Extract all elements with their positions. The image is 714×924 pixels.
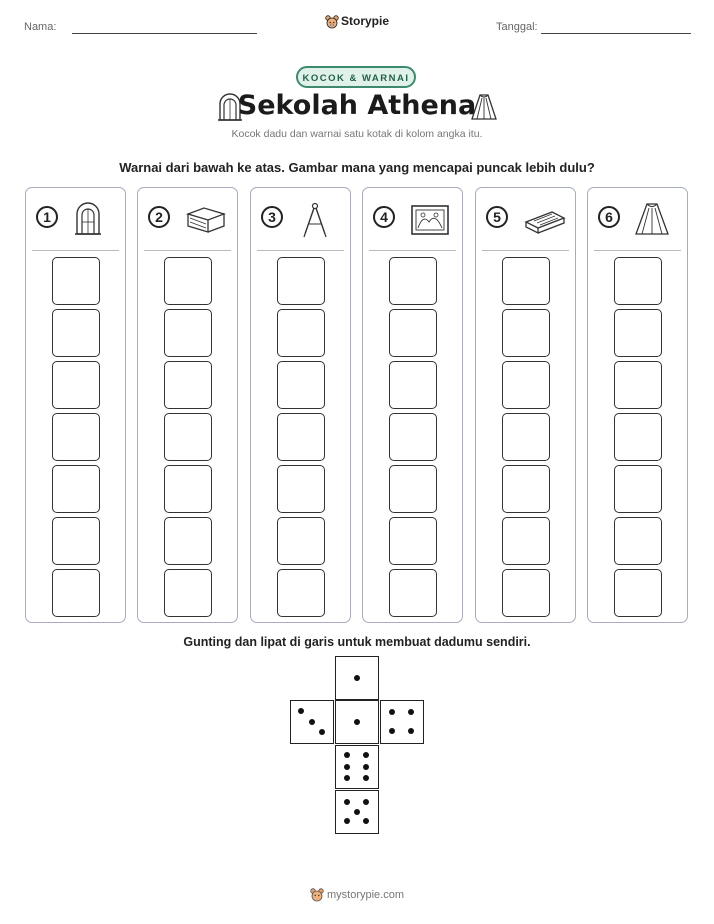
coloring-box[interactable]: [52, 309, 100, 357]
dice-pip: [344, 818, 350, 824]
coloring-box[interactable]: [164, 361, 212, 409]
column-divider: [594, 250, 681, 251]
column-3: [250, 187, 351, 623]
dice-pip: [363, 764, 369, 770]
dice-face-4: [380, 700, 424, 744]
footer: [0, 888, 714, 902]
coloring-box[interactable]: [502, 361, 550, 409]
coloring-box[interactable]: [164, 309, 212, 357]
column-1: [25, 187, 126, 623]
coloring-box[interactable]: [277, 361, 325, 409]
dice-pip: [408, 728, 414, 734]
column-2: [137, 187, 238, 623]
instruction: Warnai dari bawah ke atas. Gambar mana yang mencapai puncak lebih dulu?: [119, 160, 595, 175]
column-number: 4: [373, 206, 395, 228]
dice-face-1: [335, 700, 379, 744]
dice-pip: [408, 709, 414, 715]
coloring-box[interactable]: [52, 257, 100, 305]
coloring-box[interactable]: [389, 517, 437, 565]
coloring-box[interactable]: [614, 361, 662, 409]
coloring-box[interactable]: [277, 517, 325, 565]
dice-face-5: [335, 790, 379, 834]
coloring-box[interactable]: [389, 569, 437, 617]
column-divider: [32, 250, 119, 251]
column-4: [362, 187, 463, 623]
coloring-box[interactable]: [614, 257, 662, 305]
coloring-box[interactable]: [277, 569, 325, 617]
coloring-box[interactable]: [614, 465, 662, 513]
coloring-box[interactable]: [389, 465, 437, 513]
coloring-box[interactable]: [389, 257, 437, 305]
dice-pip: [344, 775, 350, 781]
compass-icon: [297, 200, 341, 240]
subtitle: Kocok dadu dan warnai satu kotak di kolom angka itu.: [231, 128, 483, 140]
coloring-box[interactable]: [389, 309, 437, 357]
column-divider: [257, 250, 344, 251]
column-5: [475, 187, 576, 623]
date-line: [541, 33, 691, 34]
arch-window-icon: [72, 200, 116, 240]
dice-pip: [344, 799, 350, 805]
coloring-box[interactable]: [502, 465, 550, 513]
dice-face-3: [290, 700, 334, 744]
coloring-box[interactable]: [502, 413, 550, 461]
coloring-box[interactable]: [614, 569, 662, 617]
page-title: Sekolah Athena: [237, 90, 477, 121]
dice-pip: [354, 719, 360, 725]
dice-pip: [309, 719, 315, 725]
dice-pip: [363, 818, 369, 824]
coloring-box[interactable]: [277, 413, 325, 461]
column-number: 6: [598, 206, 620, 228]
coloring-box[interactable]: [164, 413, 212, 461]
footer-url: mystorypie.com: [326, 888, 405, 901]
coloring-box[interactable]: [614, 309, 662, 357]
name-line: [72, 33, 257, 34]
dice-pip: [354, 809, 360, 815]
coloring-box[interactable]: [502, 257, 550, 305]
cloak-icon: [470, 92, 498, 122]
coloring-box[interactable]: [52, 465, 100, 513]
brand-logo: [0, 14, 714, 29]
column-6: [587, 187, 688, 623]
bear-logo-icon: [310, 888, 324, 902]
name-label: Nama:: [24, 21, 57, 33]
column-number: 5: [486, 206, 508, 228]
dice-pip: [298, 708, 304, 714]
coloring-box[interactable]: [164, 257, 212, 305]
column-number: 1: [36, 206, 58, 228]
mosaic-painting-icon: [409, 200, 453, 240]
column-number: 2: [148, 206, 170, 228]
dice-pip: [363, 775, 369, 781]
coloring-box[interactable]: [52, 569, 100, 617]
cut-instruction: Gunting dan lipat di garis untuk membuat dadumu sendiri.: [183, 635, 531, 649]
cloak-icon: [634, 200, 678, 240]
column-divider: [482, 250, 569, 251]
date-label: Tanggal:: [496, 21, 538, 33]
dice-pip: [389, 709, 395, 715]
dice-face-1: [335, 656, 379, 700]
activity-tag: KOCOK & WARNAI: [296, 66, 416, 88]
coloring-box[interactable]: [164, 517, 212, 565]
coloring-box[interactable]: [502, 309, 550, 357]
coloring-box[interactable]: [277, 465, 325, 513]
coloring-box[interactable]: [389, 361, 437, 409]
coloring-box[interactable]: [614, 413, 662, 461]
column-divider: [144, 250, 231, 251]
dice-face-6: [335, 745, 379, 789]
coloring-box[interactable]: [52, 413, 100, 461]
bear-logo-icon: [325, 15, 339, 29]
dice-pip: [344, 752, 350, 758]
dice-pip: [363, 799, 369, 805]
coloring-box[interactable]: [277, 309, 325, 357]
book-icon: [184, 200, 228, 240]
dice-pip: [344, 764, 350, 770]
coloring-box[interactable]: [502, 517, 550, 565]
column-number: 3: [261, 206, 283, 228]
dice-pip: [354, 675, 360, 681]
dice-pip: [363, 752, 369, 758]
column-divider: [369, 250, 456, 251]
dice-pip: [389, 728, 395, 734]
coloring-box[interactable]: [164, 465, 212, 513]
coloring-box[interactable]: [277, 257, 325, 305]
coloring-box[interactable]: [164, 569, 212, 617]
dice-pip: [319, 729, 325, 735]
coloring-box[interactable]: [502, 569, 550, 617]
coloring-box[interactable]: [614, 517, 662, 565]
coloring-box[interactable]: [52, 517, 100, 565]
brand-name: Storypie: [340, 14, 389, 28]
coloring-box[interactable]: [389, 413, 437, 461]
coloring-box[interactable]: [52, 361, 100, 409]
tablet-icon: [522, 200, 566, 240]
